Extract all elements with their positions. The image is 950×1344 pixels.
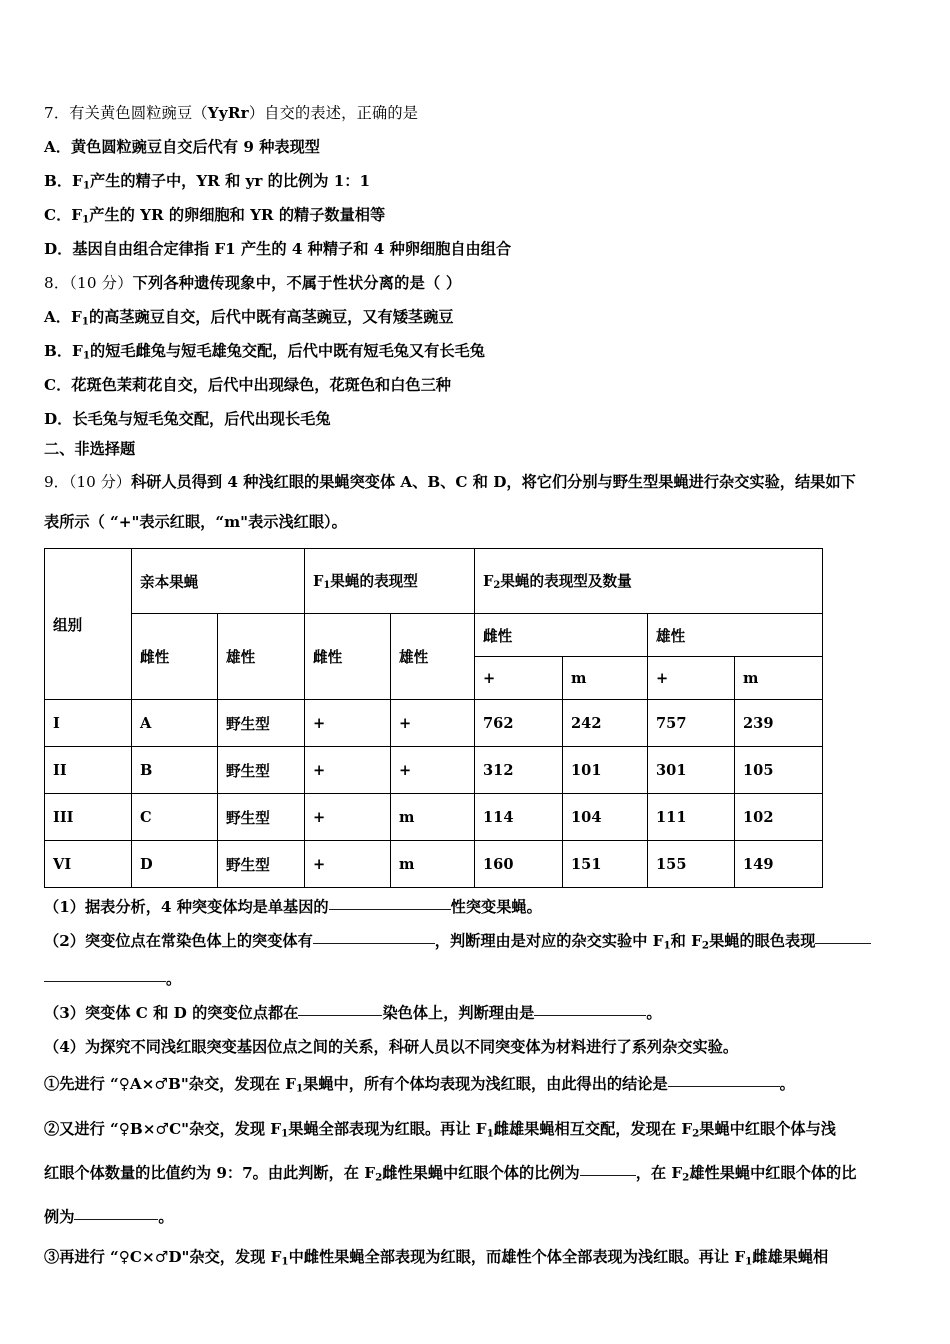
- cell-f2-male-m: 239: [735, 700, 823, 747]
- cell-group: VI: [45, 841, 132, 888]
- option-f-subscript: 1: [82, 213, 90, 226]
- option-text: 花斑色茉莉花自交，后代中出现绿色，花斑色和白色三种: [71, 376, 451, 394]
- question-7-stem: [44, 96, 910, 130]
- cell-f1-male: m: [391, 794, 475, 841]
- question-7-stem-post: ）自交的表述，正确的是: [248, 104, 419, 122]
- cell-parent-female: C: [132, 794, 218, 841]
- sub-text: 为探究不同浅红眼突变基因位点之间的关系，科研人员以不同突变体为材料进行了系列杂交实验。: [84, 1038, 739, 1057]
- question-9-score: （10 分）: [68, 473, 131, 491]
- table-header-f2-male: 雄性: [648, 614, 823, 657]
- table-header-f2-female-plus: +: [475, 657, 563, 700]
- option-text: 黄色圆粒豌豆自交后代有 9 种表现型: [70, 138, 320, 156]
- table-header-f1-female: 雌性: [305, 614, 391, 700]
- question-9-sub-2: [44, 924, 910, 962]
- answer-blank[interactable]: [313, 930, 435, 944]
- question-8-option-a[interactable]: A．$F_1$的高茎豌豆自交，后代中既有高茎豌豆，又有矮茎豌豆: [44, 308, 454, 328]
- item-text: 先进行 “♀A×♂B"杂交，发现在 $F_1$果蝇中，所有个体均表现为浅红眼，由此得出的结论是: [59, 1075, 668, 1095]
- cell-f2-female-plus: 160: [475, 841, 563, 888]
- table-header-parent: 亲本果蝇: [132, 549, 305, 614]
- f2-subscript: 2: [493, 580, 501, 592]
- table-header-f2-male-m: m: [735, 657, 823, 700]
- cell-group: I: [45, 700, 132, 747]
- section-2-heading: 二、非选择题: [44, 440, 136, 458]
- cell-group: III: [45, 794, 132, 841]
- cell-f1-male: +: [391, 700, 475, 747]
- item-marker: ③: [44, 1248, 60, 1267]
- option-label: A．: [44, 308, 71, 326]
- question-9-item-2-line-1: [44, 1109, 910, 1153]
- question-9-sub-2-cont: [44, 962, 910, 996]
- answer-blank[interactable]: [329, 896, 451, 910]
- question-7-option-a[interactable]: [44, 130, 910, 164]
- cell-f2-female-plus: 312: [475, 747, 563, 794]
- question-9-number: 9．: [44, 473, 69, 491]
- option-label: A．: [44, 138, 71, 156]
- table-row: [45, 747, 823, 794]
- sub-label: （3）: [44, 1004, 85, 1023]
- option-text: 产生的 YR 的卵细胞和 YR 的精子数量相等: [89, 206, 386, 224]
- table-header-row-top: [45, 549, 823, 614]
- answer-blank[interactable]: [74, 1206, 158, 1220]
- option-f-symbol: F: [71, 206, 83, 224]
- cell-f2-male-m: 105: [735, 747, 823, 794]
- item-text-cont: 红眼个体数量的比值约为 9：7。由此判断，在 $F_2$雌性果蝇中红眼个体的比例为: [44, 1163, 580, 1184]
- question-9-stem-text: 科研人员得到 4 种浅红眼的果蝇突变体 A、B、C 和 D，将它们分别与野生型果蝇进行杂交实验，结果如下: [130, 473, 856, 491]
- option-label: C．: [44, 206, 72, 224]
- table-header-f1: $F_1$果蝇的表现型: [305, 549, 475, 614]
- question-7-number: 7．: [44, 104, 70, 122]
- sub-text-end: 。: [166, 970, 182, 989]
- table-header-parent-female: 雌性: [132, 614, 218, 700]
- cell-f2-male-plus: 111: [648, 794, 735, 841]
- question-9-stem-text-cont: 表所示（ “+"表示红眼，“m"表示浅红眼）。: [44, 513, 347, 531]
- cell-f2-female-m: 104: [563, 794, 648, 841]
- option-text: 的短毛雌兔与短毛雄兔交配，后代中既有短毛兔又有长毛兔: [90, 342, 485, 360]
- cell-parent-male: 野生型: [218, 747, 305, 794]
- cell-f2-male-m: 102: [735, 794, 823, 841]
- cell-f2-female-plus: 762: [475, 700, 563, 747]
- table-header-f1-rest: 果蝇的表现型: [330, 573, 418, 591]
- question-7-option-d[interactable]: [44, 232, 910, 266]
- option-text: 的高茎豌豆自交，后代中既有高茎豌豆，又有矮茎豌豆: [88, 308, 454, 326]
- table-header-f2: $F_2$果蝇的表现型及数量: [475, 549, 823, 614]
- cell-f2-male-m: 149: [735, 841, 823, 888]
- item-text-cont3: 例为: [44, 1208, 75, 1227]
- cell-f2-male-plus: 301: [648, 747, 735, 794]
- question-7-option-c[interactable]: [44, 198, 910, 232]
- cell-group: II: [45, 747, 132, 794]
- option-label: B．: [44, 342, 73, 360]
- item-text-end: 。: [779, 1075, 795, 1094]
- sub-text-cont: 性突变果蝇。: [450, 898, 542, 916]
- f1-subscript: 1: [323, 580, 331, 592]
- sub-text: 据表分析，4 种突变体均是单基因的: [84, 898, 329, 916]
- answer-blank[interactable]: [580, 1162, 636, 1176]
- option-label: D．: [44, 410, 73, 428]
- cell-f2-female-plus: 114: [475, 794, 563, 841]
- question-9-item-3: [44, 1237, 910, 1281]
- question-8-number: 8．: [44, 274, 70, 292]
- table-header-f2-female: 雌性: [475, 614, 648, 657]
- cross-experiment-table: [44, 548, 823, 888]
- cell-parent-female: B: [132, 747, 218, 794]
- cell-parent-male: 野生型: [218, 841, 305, 888]
- question-7-option-b[interactable]: [44, 164, 910, 198]
- cell-f2-male-plus: 757: [648, 700, 735, 747]
- table-row: [45, 700, 823, 747]
- question-9-sub-4: [44, 1030, 910, 1064]
- table-header-parent-male: 雄性: [218, 614, 305, 700]
- item-text: 再进行 “♀C×♂D"杂交，发现 $F_1$中雌性果蝇全部表现为红眼，而雄性个体全部表现为浅红眼。再让 $F_1$雌雄果蝇相: [59, 1248, 829, 1268]
- question-8-option-c[interactable]: [44, 368, 910, 402]
- question-8-option-d[interactable]: [44, 402, 910, 436]
- question-8-stem-text: 下列各种遗传现象中，不属于性状分离的是（ ）: [132, 274, 462, 292]
- cell-f1-female: +: [305, 700, 391, 747]
- option-f-subscript: 1: [81, 315, 89, 328]
- cross-experiment-table-wrapper: [44, 548, 822, 888]
- cell-f2-female-m: 151: [563, 841, 648, 888]
- option-text: 产生的精子中，YR 和 yr 的比例为 1：1: [90, 172, 371, 190]
- sub-text-cont: ，判断理由是对应的杂交实验中 $F_1$和 $F_2$果蝇的眼色表现: [434, 932, 816, 952]
- cell-parent-male: 野生型: [218, 794, 305, 841]
- cell-parent-male: 野生型: [218, 700, 305, 747]
- option-f-symbol: F: [72, 172, 83, 190]
- cell-f2-female-m: 242: [563, 700, 648, 747]
- option-label: D．: [44, 240, 73, 258]
- option-f-subscript: 1: [82, 349, 91, 362]
- table-header-f2-male-plus: +: [648, 657, 735, 700]
- question-9-stem-line-1: [44, 462, 910, 502]
- option-text: 长毛兔与短毛兔交配，后代出现长毛兔: [72, 410, 331, 428]
- question-7-genotype: YyRr: [207, 104, 249, 122]
- cell-f1-male: +: [391, 747, 475, 794]
- option-f-subscript: 1: [82, 179, 91, 192]
- cell-f1-female: +: [305, 841, 391, 888]
- cell-f2-male-plus: 155: [648, 841, 735, 888]
- question-7-stem-pre: 有关黄色圆粒豌豆（: [69, 104, 208, 122]
- sub-text-cont: 染色体上，判断理由是: [382, 1004, 535, 1023]
- question-9-sub-3: [44, 996, 910, 1030]
- answer-blank[interactable]: [815, 930, 871, 944]
- sub-label: （1）: [44, 898, 85, 916]
- answer-blank[interactable]: [44, 968, 166, 982]
- question-9-stem-line-2: [44, 502, 910, 542]
- sub-label: （2）: [44, 932, 85, 950]
- cell-parent-female: A: [132, 700, 218, 747]
- item-marker: ②: [44, 1119, 60, 1138]
- table-row: [45, 794, 823, 841]
- sub-text-end: 。: [646, 1004, 662, 1023]
- cell-parent-female: D: [132, 841, 218, 888]
- option-label: B．: [44, 172, 73, 190]
- answer-blank[interactable]: [668, 1073, 780, 1087]
- question-9-item-2-line-2: [44, 1153, 910, 1197]
- question-8-stem: [44, 266, 910, 300]
- cell-f1-male: m: [391, 841, 475, 888]
- page-content: [44, 96, 910, 1281]
- item-text: 又进行 “♀B×♂C"杂交，发现 $F_1$果蝇全部表现为红眼。再让 $F_1$雌雄果蝇相互交配，发现在 $F_2$果蝇中红眼个体与浅: [59, 1119, 836, 1139]
- table-header-f2-rest: 果蝇的表现型及数量: [500, 573, 632, 591]
- item-text-end: 。: [158, 1208, 174, 1227]
- table-row: [45, 841, 823, 888]
- sub-text: 突变位点在常染色体上的突变体有: [84, 932, 313, 950]
- question-9-item-2-line-3: [44, 1197, 910, 1237]
- item-text-cont2: ，在 $F_2$雄性果蝇中红眼个体的比: [635, 1163, 857, 1184]
- question-8-score: （10 分）: [69, 274, 133, 292]
- cell-f1-female: +: [305, 794, 391, 841]
- answer-blank[interactable]: [298, 1002, 382, 1016]
- sub-label: （4）: [44, 1038, 85, 1057]
- item-marker: ①: [44, 1075, 60, 1094]
- table-header-group: 组别: [45, 549, 132, 700]
- answer-blank[interactable]: [534, 1002, 646, 1016]
- cell-f2-female-m: 101: [563, 747, 648, 794]
- table-header-f2-female-m: m: [563, 657, 648, 700]
- question-9-sub-1: [44, 890, 910, 924]
- cell-f1-female: +: [305, 747, 391, 794]
- question-8-option-b[interactable]: B．$F_1$的短毛雌兔与短毛雄兔交配，后代中既有短毛兔又有长毛兔: [44, 342, 485, 362]
- table-header-row-mid: [45, 614, 823, 657]
- option-text: 基因自由组合定律指 F1 产生的 4 种精子和 4 种卵细胞自由组合: [72, 240, 512, 258]
- option-label: C．: [44, 376, 72, 394]
- table-header-f1-male: 雄性: [391, 614, 475, 700]
- sub-text: 突变体 C 和 D 的突变位点都在: [84, 1004, 299, 1023]
- question-9-item-1: [44, 1064, 910, 1108]
